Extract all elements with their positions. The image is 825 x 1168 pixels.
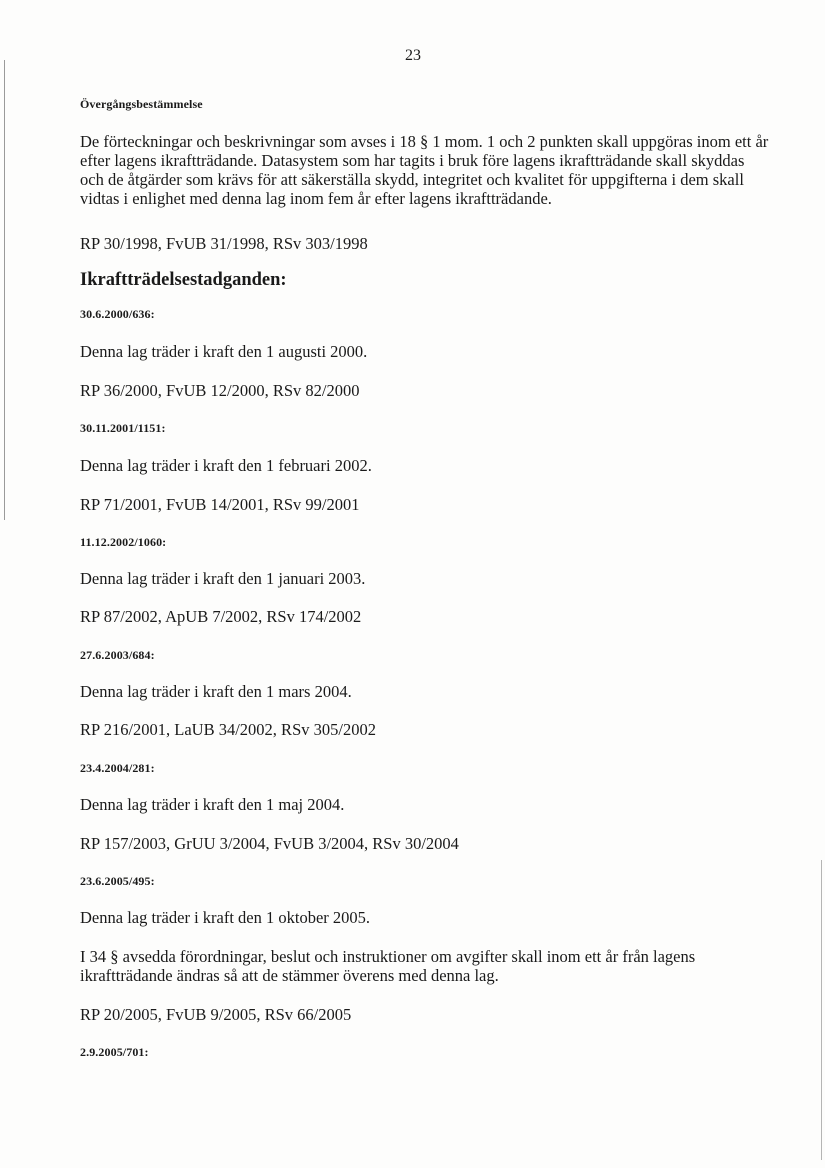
entry-reference: RP 36/2000, FvUB 12/2000, RSv 82/2000 <box>80 381 360 400</box>
entry-code: 2.9.2005/701: <box>80 1045 149 1059</box>
entry-reference: RP 71/2001, FvUB 14/2001, RSv 99/2001 <box>80 495 360 514</box>
entry-text: Denna lag träder i kraft den 1 februari 2002. <box>80 456 372 475</box>
entry-code: 27.6.2003/684: <box>80 648 155 662</box>
entry-code: 11.12.2002/1060: <box>80 535 167 549</box>
entry-code: 23.6.2005/495: <box>80 874 155 888</box>
transition-reference: RP 30/1998, FvUB 31/1998, RSv 303/1998 <box>80 234 368 253</box>
entry-reference: RP 87/2002, ApUB 7/2002, RSv 174/2002 <box>80 607 362 626</box>
scan-edge-left <box>4 60 5 520</box>
entry-code: 30.11.2001/1151: <box>80 421 166 435</box>
entry-text: Denna lag träder i kraft den 1 maj 2004. <box>80 795 345 814</box>
entry-into-force-heading: Ikraftträdelsestadganden: <box>80 270 287 290</box>
page-number: 23 <box>405 47 421 64</box>
entry-code: 23.4.2004/281: <box>80 761 155 775</box>
entry-text: Denna lag träder i kraft den 1 mars 2004. <box>80 682 352 701</box>
entry-extra-paragraph: I 34 § avsedda förordningar, beslut och instruktioner om avgifter skall inom ett år från lagens ikraftträdande ändras så att de stämmer överens med denna lag. <box>80 947 696 985</box>
entry-text: Denna lag träder i kraft den 1 januari 2003. <box>80 569 366 588</box>
transition-heading: Övergångsbestämmelse <box>80 97 203 111</box>
scan-edge-right <box>821 860 822 1160</box>
entry-reference: RP 216/2001, LaUB 34/2002, RSv 305/2002 <box>80 720 376 739</box>
entry-text: Denna lag träder i kraft den 1 oktober 2005. <box>80 908 371 927</box>
entry-text: Denna lag träder i kraft den 1 augusti 2000. <box>80 342 368 361</box>
entry-code: 30.6.2000/636: <box>80 307 155 321</box>
entry-reference: RP 157/2003, GrUU 3/2004, FvUB 3/2004, RSv 30/2004 <box>80 834 459 853</box>
entry-reference: RP 20/2005, FvUB 9/2005, RSv 66/2005 <box>80 1005 352 1024</box>
transition-paragraph: De förteckningar och beskrivningar som avses i 18 § 1 mom. 1 och 2 punkten skall uppgöras inom ett år efter lagens ikraftträdande. Datasystem som har tagits i bruk före lagens ikraftträdande skall skyddas och de åtgärder som krävs för att säkerställa skydd, integritet och kvalitet för uppgifterna i dem skall vidtas i enlighet med denna lag inom fem år efter lagens ikraftträdande. <box>80 132 769 208</box>
